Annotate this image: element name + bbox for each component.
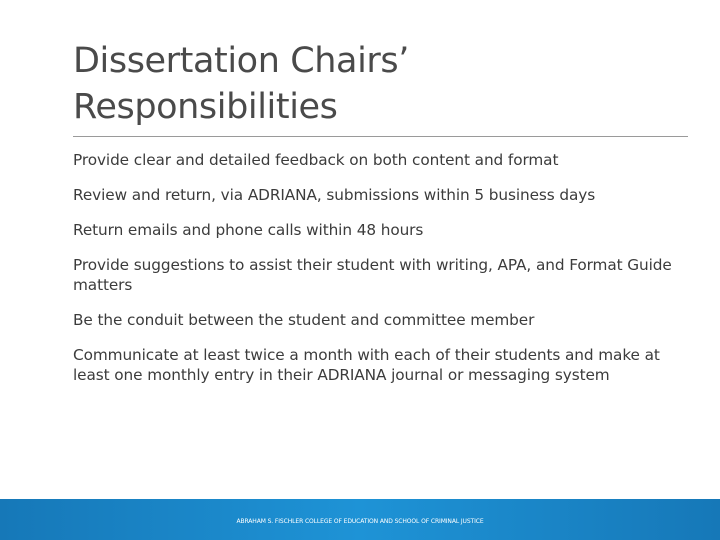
title-divider	[73, 136, 688, 137]
bullet-list	[73, 150, 673, 400]
bullet-item: Provide suggestions to assist their student with writing, APA, and Format Guide matters	[73, 256, 672, 294]
bullet-item: Provide clear and detailed feedback on both content and format	[73, 151, 559, 169]
bullet-item: Communicate at least twice a month with each of their students and make at least one monthly entry in their ADRIANA journal or messaging system	[73, 346, 660, 384]
bullet-item: Be the conduit between the student and committee member	[73, 311, 535, 329]
bullet-item: Review and return, via ADRIANA, submissions within 5 business days	[73, 186, 596, 204]
bullet-item: Return emails and phone calls within 48 hours	[73, 221, 424, 239]
footer-text: ABRAHAM S. FISCHLER COLLEGE OF EDUCATION AND SCHOOL OF CRIMINAL JUSTICE	[236, 518, 484, 525]
slide-title: Dissertation Chairs’ Responsibilities	[73, 41, 409, 127]
